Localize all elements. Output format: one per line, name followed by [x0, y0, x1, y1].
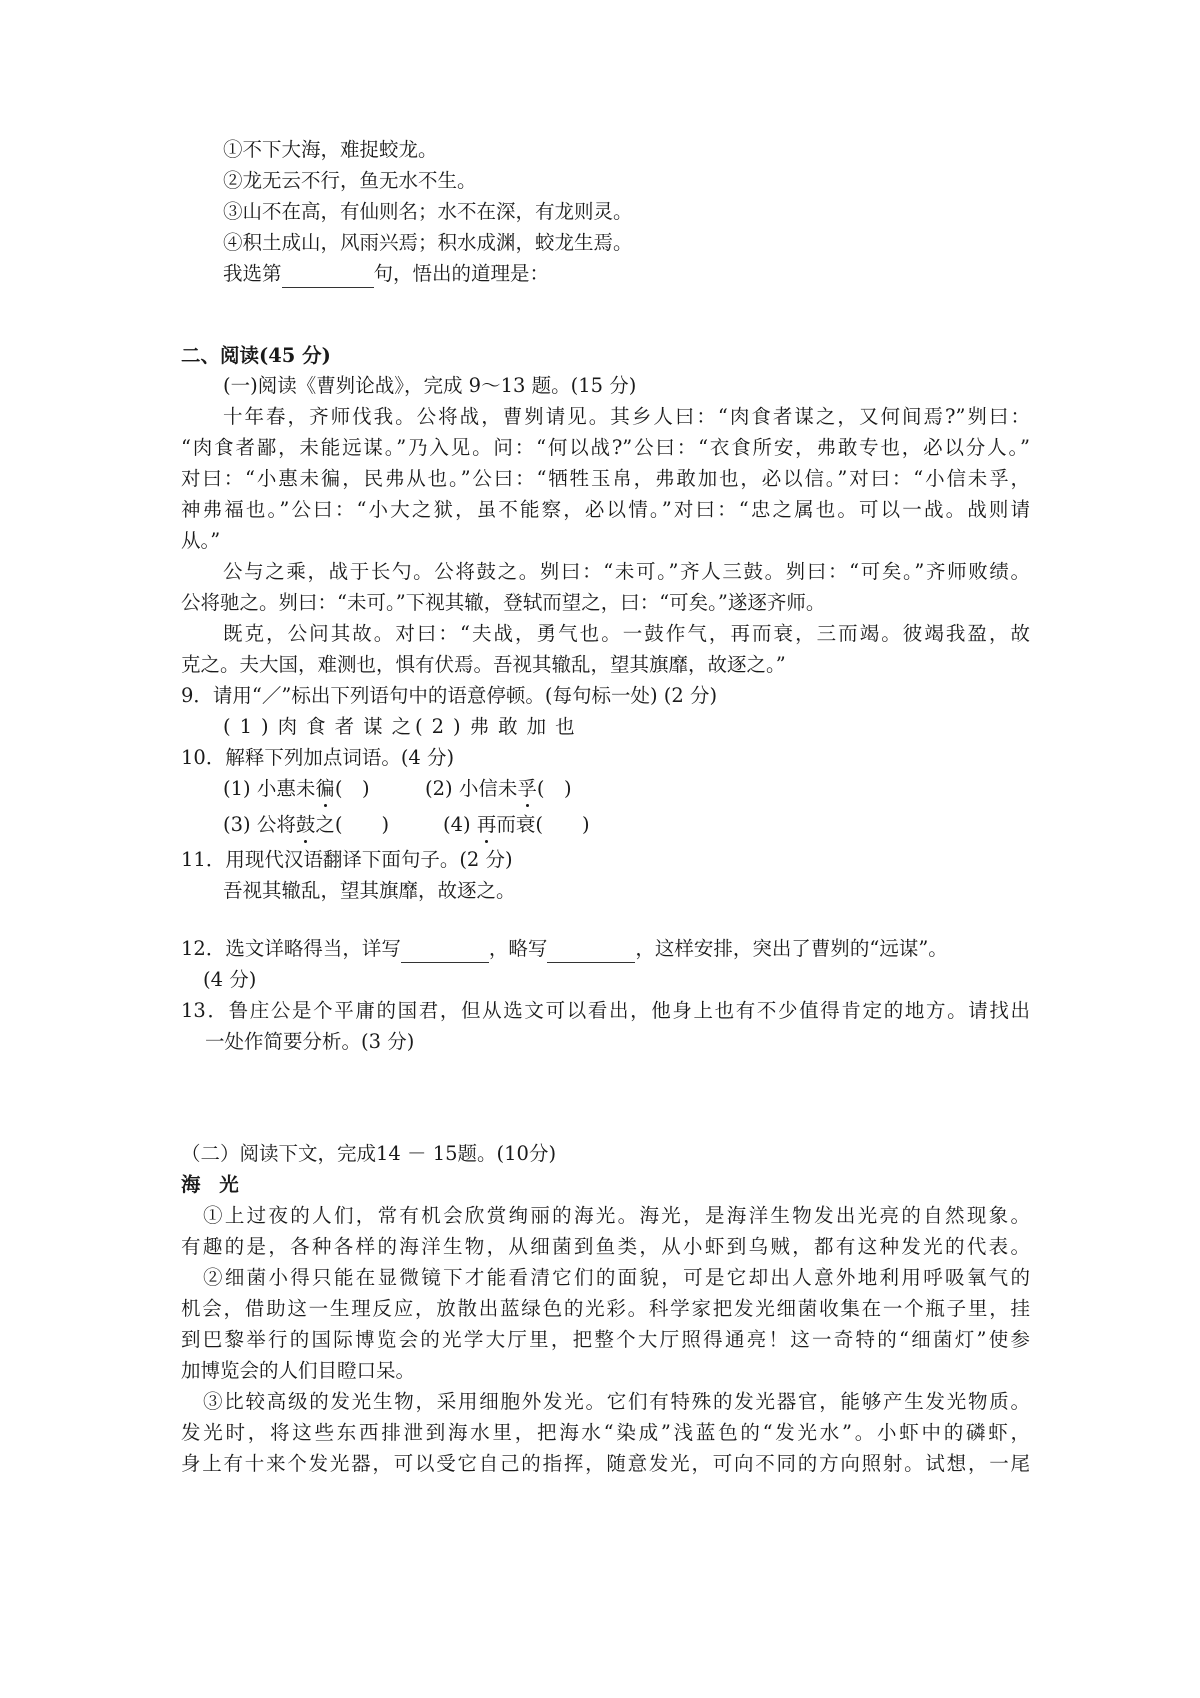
- article-line: 机会，借助这一生理反应，放散出蓝绿色的光彩。科学家把发光细菌收集在一个瓶子里，挂: [181, 1297, 1030, 1320]
- section-heading: 二、阅读(45 分): [181, 344, 331, 367]
- dotted-char: 徧: [315, 777, 335, 800]
- q10-item-3: (3) 公将鼓之( ): [223, 813, 390, 836]
- passage-line: 既克，公问其故。对曰：“夫战，勇气也。一鼓作气，再而衰，三而竭。彼竭我盈，故: [223, 622, 1030, 645]
- article-title: 海 光: [181, 1173, 245, 1196]
- article-line: ①上过夜的人们，常有机会欣赏绚丽的海光。海光，是海洋生物发出光亮的自然现象。: [203, 1204, 1030, 1227]
- article-line: 加博览会的人们目瞪口呆。: [181, 1359, 416, 1382]
- q12-score: (4 分): [203, 968, 257, 991]
- q10-item-2: (2) 小信未孚( ): [425, 777, 572, 800]
- dotted-char: 再: [476, 813, 497, 836]
- question-11: 11．用现代汉语翻译下面句子。(2 分): [181, 848, 513, 871]
- passage-line: 公与之乘，战于长勺。公将鼓之。刿曰：“未可。”齐人三鼓。刿曰：“可矣。”齐师败绩。: [223, 560, 1030, 583]
- article-line: 有趣的是，各种各样的海洋生物，从细菌到鱼类，从小虾到乌贼，都有这种发光的代表。: [181, 1235, 1030, 1258]
- question-13: 13．鲁庄公是个平庸的国君，但从选文可以看出，他身上也有不少值得肯定的地方。请找出: [181, 999, 1030, 1022]
- q10-item-1: (1) 小惠未徧( ): [223, 777, 370, 800]
- question-10: 10．解释下列加点词语。(4 分): [181, 746, 455, 769]
- q9-item-1: (1)肉食者谋之: [223, 715, 421, 738]
- dotted-char: 鼓: [295, 813, 316, 836]
- idiom-3: ③山不在高，有仙则名；水不在深，有龙则灵。: [223, 200, 633, 223]
- q10-item-4: (4) 再而衰( ): [443, 813, 590, 836]
- passage-line: “肉食者鄙，未能远谋。”乃入见。问：“何以战?”公曰：“衣食所安，弗敢专也，必以分人。”: [181, 436, 1030, 459]
- passage-line: 对曰：“小惠未徧，民弗从也。”公曰：“牺牲玉帛，弗敢加也，必以信。”对曰：“小信未孚，: [181, 467, 1030, 490]
- part2-intro: （二）阅读下文，完成14 － 15题。(10分): [181, 1142, 557, 1165]
- dotted-char: 孚: [517, 777, 537, 800]
- q11-sentence: 吾视其辙乱，望其旗靡，故逐之。: [223, 879, 516, 902]
- article-line: 发光时，将这些东西排泄到海水里，把海水“染成”浅蓝色的“发光水”。小虾中的磷虾，: [181, 1421, 1030, 1444]
- passage-line: 从。”: [181, 529, 221, 552]
- question-9: 9．请用“／”标出下列语句中的语意停顿。(每句标一处) (2 分): [181, 684, 718, 707]
- passage-line: 十年春，齐师伐我。公将战，曹刿请见。其乡人曰：“肉食者谋之，又何间焉?”刿曰：: [223, 405, 1030, 428]
- q9-item-2: (2)弗敢加也: [415, 715, 584, 738]
- passage-line: 神弗福也。”公曰：“小大之狱，虽不能察，必以情。”对曰：“忠之属也。可以一战。战则请: [181, 498, 1030, 521]
- answer-blank[interactable]: [282, 261, 374, 288]
- article-line: 到巴黎举行的国际博览会的光学大厅里，把整个大厅照得通亮！这一奇特的“细菌灯”使参: [181, 1328, 1030, 1351]
- passage-line: 克之。夫大国，难测也，惧有伏焉。吾视其辙乱，望其旗靡，故逐之。”: [181, 653, 786, 676]
- passage-line: 公将驰之。刿曰：“未可。”下视其辙，登轼而望之，曰：“可矣。”遂逐齐师。: [181, 591, 826, 614]
- article-line: ②细菌小得只能在显微镜下才能看清它们的面貌，可是它却出人意外地利用呼吸氧气的: [203, 1266, 1030, 1289]
- part1-intro: (一)阅读《曹刿论战》，完成 9～13 题。(15 分): [223, 374, 637, 397]
- idiom-4: ④积土成山，风雨兴焉；积水成渊，蛟龙生焉。: [223, 231, 633, 254]
- choose-line: 我选第 句，悟出的道理是：: [223, 261, 549, 288]
- question-13-cont: 一处作简要分析。(3 分): [205, 1030, 415, 1053]
- idiom-1: ①不下大海，难捉蛟龙。: [223, 138, 438, 161]
- q12-blank-2[interactable]: [547, 936, 635, 963]
- idiom-2: ②龙无云不行，鱼无水不生。: [223, 169, 477, 192]
- article-line: 身上有十来个发光器，可以受它自己的指挥，随意发光，可向不同的方向照射。试想，一尾: [181, 1452, 1030, 1475]
- q12-blank-1[interactable]: [401, 936, 489, 963]
- question-12: 12．选文详略得当，详写 ，略写 ，这样安排，突出了曹刿的“远谋”。: [181, 936, 948, 963]
- article-line: ③比较高级的发光生物，采用细胞外发光。它们有特殊的发光器官，能够产生发光物质。: [203, 1390, 1030, 1413]
